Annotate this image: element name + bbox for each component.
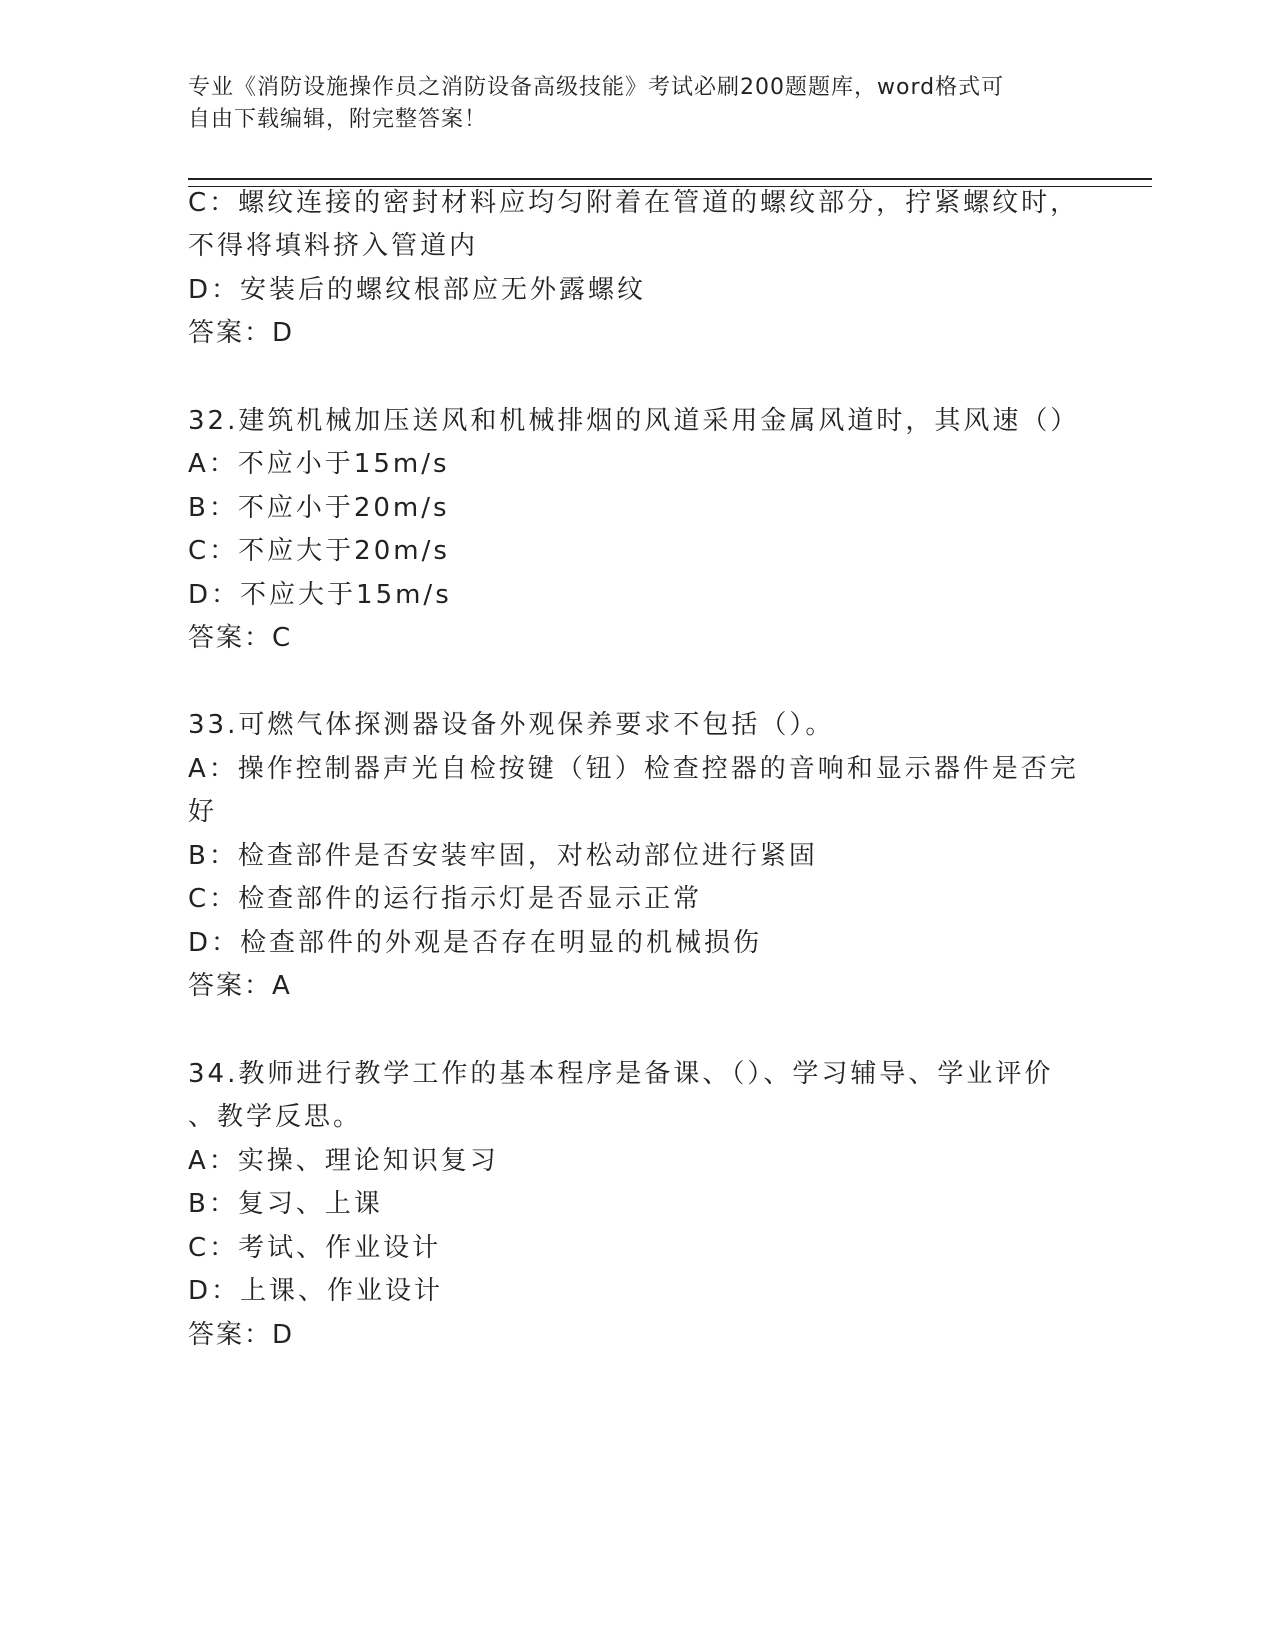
q32-answer: 答案：C [188,623,293,653]
q33-stem: 33.可燃气体探测器设备外观保养要求不包括（）。 [188,710,835,740]
q33-option-a-line-2: 好 [188,797,218,827]
q31-option-c-line-2: 不得将填料挤入管道内 [188,231,479,261]
q34-option-d: D：上课、作业设计 [188,1276,444,1306]
q34-stem-line-1: 34.教师进行教学工作的基本程序是备课、（）、学习辅导、学业评价 [188,1059,1054,1089]
q31-option-c-line-1: C：螺纹连接的密封材料应均匀附着在管道的螺纹部分，拧紧螺纹时， [188,188,1080,218]
q34-stem-line-2: 、教学反思。 [188,1102,363,1132]
q34-option-c: C：考试、作业设计 [188,1233,442,1263]
q33-answer: 答案：A [188,971,292,1001]
q33-option-c: C：检查部件的运行指示灯是否显示正常 [188,884,703,914]
q34-answer: 答案：D [188,1320,295,1350]
header-line-1: 专业《消防设施操作员之消防设备高级技能》考试必刷200题题库，word格式可 [188,75,1005,100]
q33-option-a-line-1: A：操作控制器声光自检按键（钮）检查控器的音响和显示器件是否完 [188,754,1079,784]
q33-option-d: D：检查部件的外观是否存在明显的机械损伤 [188,928,763,958]
q32-stem: 32.建筑机械加压送风和机械排烟的风道采用金属风道时，其风速（） [188,406,1080,436]
q31-answer: 答案：D [188,318,295,348]
q32-option-a: A：不应小于15m/s [188,449,450,479]
q32-option-b: B：不应小于20m/s [188,493,450,523]
q32-option-c: C：不应大于20m/s [188,536,450,566]
page-header [188,72,1088,136]
q34-option-b: B：复习、上课 [188,1189,383,1219]
q32-option-d: D：不应大于15m/s [188,580,452,610]
header-line-2: 自由下载编辑，附完整答案！ [188,107,488,132]
q33-option-b: B：检查部件是否安装牢固，对松动部位进行紧固 [188,841,818,871]
q34-option-a: A：实操、理论知识复习 [188,1146,499,1176]
q31-option-d: D：安装后的螺纹根部应无外露螺纹 [188,275,647,305]
header-divider [188,178,1152,187]
